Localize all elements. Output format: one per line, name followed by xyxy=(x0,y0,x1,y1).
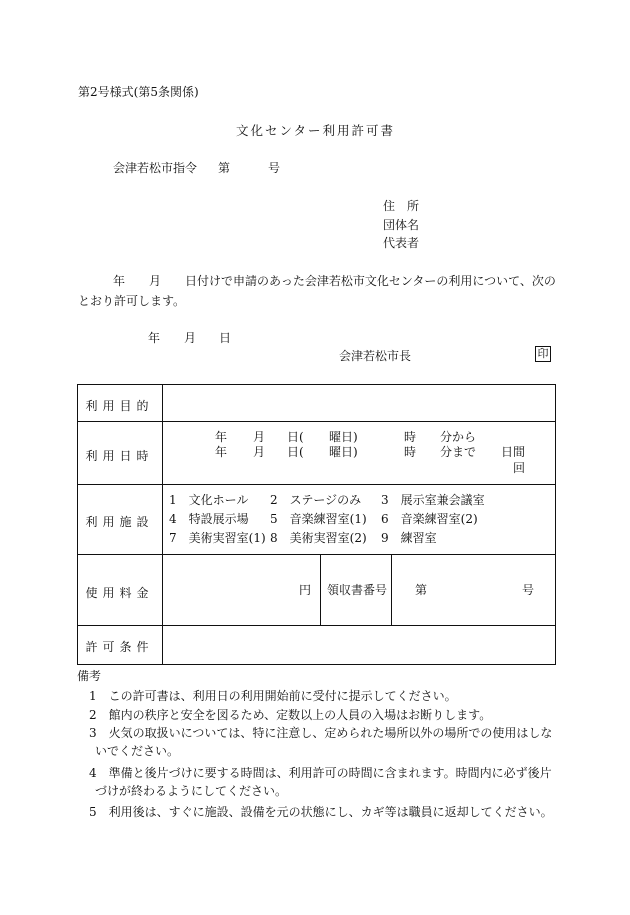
start-year: 年 xyxy=(215,430,228,444)
directive-dai: 第 xyxy=(218,161,231,175)
purpose-label: 利用目的 xyxy=(85,399,154,413)
directive-go: 号 xyxy=(268,161,281,175)
end-day: 日( xyxy=(287,445,304,459)
start-month: 月 xyxy=(253,430,266,444)
mayor-title: 会津若松市長 xyxy=(339,349,412,363)
fee-unit: 円 xyxy=(299,583,312,597)
end-month: 月 xyxy=(253,445,266,459)
issue-day: 日 xyxy=(219,331,232,345)
facility-7: 7 美術実習室(1) xyxy=(169,531,266,545)
permit-statement-line1: 年 月 日付けで申請のあった会津若松市文化センターの利用について、次の xyxy=(113,274,556,288)
note-5: 5 利用後は、すぐに施設、設備を元の状態にし、カギ等は職員に返却してください。 xyxy=(89,805,553,819)
times-count: 回 xyxy=(513,461,526,475)
start-weekday: 曜日) xyxy=(329,430,358,444)
issue-month: 月 xyxy=(184,331,197,345)
representative-label: 代表者 xyxy=(383,236,420,250)
form-number: 第2号様式(第5条関係) xyxy=(78,85,199,99)
end-year: 年 xyxy=(215,445,228,459)
fee-label: 使用料金 xyxy=(85,586,154,600)
conditions-label: 許可条件 xyxy=(85,640,154,654)
note-3: 3 火気の取扱いについては、特に注意し、定められた場所以外の場所での使用はしな xyxy=(89,726,553,740)
facility-4: 4 特設展示場 xyxy=(169,512,249,526)
start-hour: 時 xyxy=(404,430,417,444)
start-minute: 分から xyxy=(440,430,477,444)
facility-6: 6 音楽練習室(2) xyxy=(381,512,478,526)
receipt-number-label: 領収書番号 xyxy=(327,583,388,597)
group-name-label: 団体名 xyxy=(383,218,420,232)
permit-table xyxy=(77,384,556,665)
end-hour: 時 xyxy=(404,445,417,459)
facility-1: 1 文化ホール xyxy=(169,493,249,507)
facility-9: 9 練習室 xyxy=(381,531,437,545)
address-label: 住 所 xyxy=(383,199,420,213)
document-title: 文化センター利用許可書 xyxy=(236,123,396,138)
note-2: 2 館内の秩序と安全を図るため、定数以上の人員の入場はお断りします。 xyxy=(89,708,492,722)
notes-heading: 備考 xyxy=(77,669,102,683)
issue-year: 年 xyxy=(148,331,161,345)
permit-statement-line2: とおり許可します。 xyxy=(78,294,186,308)
seal-stamp: 印 xyxy=(535,346,551,362)
facility-3: 3 展示室兼会議室 xyxy=(381,493,485,507)
facility-5: 5 音楽練習室(1) xyxy=(270,512,367,526)
facility-8: 8 美術実習室(2) xyxy=(270,531,367,545)
end-minute: 分まで xyxy=(440,445,477,459)
facility-2: 2 ステージのみ xyxy=(270,493,362,507)
datetime-label: 利用日時 xyxy=(85,449,154,463)
facility-label: 利用施設 xyxy=(85,515,154,529)
days-count: 日間 xyxy=(501,445,526,459)
receipt-go: 号 xyxy=(522,583,535,597)
note-3-continued: いでください。 xyxy=(95,744,180,758)
start-day: 日( xyxy=(287,430,304,444)
note-1: 1 この許可書は、利用日の利用開始前に受付に提示してください。 xyxy=(89,689,457,703)
note-4: 4 準備と後片づけに要する時間は、利用許可の時間に含まれます。時間内に必ず後片 xyxy=(89,766,552,780)
end-weekday: 曜日) xyxy=(329,445,358,459)
note-4-continued: づけが終わるようにしてください。 xyxy=(95,784,288,798)
receipt-dai: 第 xyxy=(415,583,428,597)
directive-label: 会津若松市指令 xyxy=(113,161,198,175)
